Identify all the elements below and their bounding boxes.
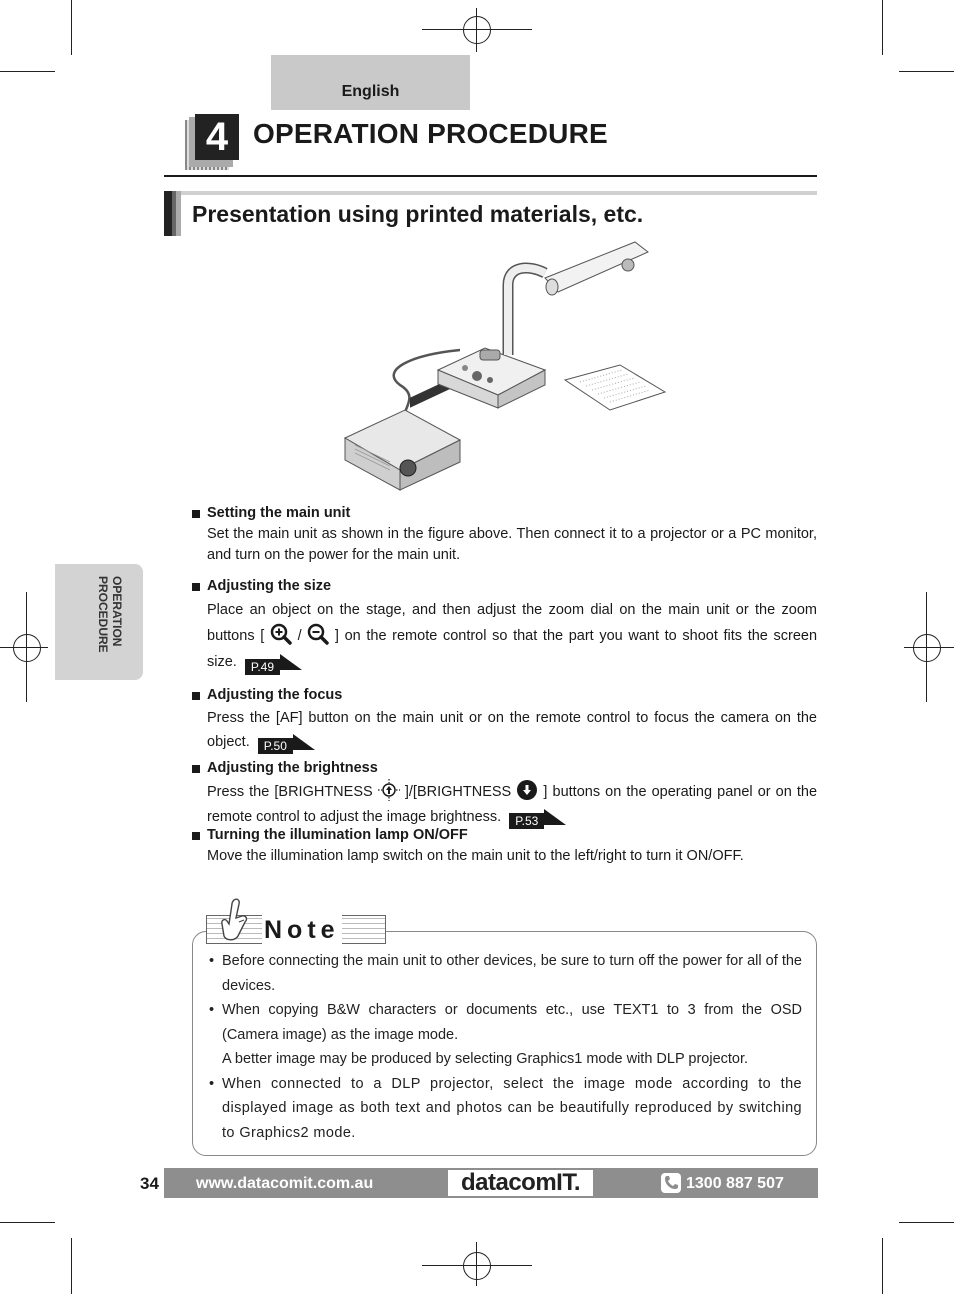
square-bullet-icon bbox=[192, 765, 200, 773]
zoom-out-icon bbox=[307, 623, 329, 645]
chapter-number-badge bbox=[185, 114, 243, 172]
phone-icon bbox=[661, 1173, 681, 1193]
list-item bbox=[192, 758, 817, 830]
item-heading: Setting the main unit bbox=[207, 505, 351, 521]
list-item bbox=[192, 576, 817, 675]
brightness-up-icon bbox=[378, 779, 400, 801]
square-bullet-icon bbox=[192, 583, 200, 591]
item-body: Set the main unit as shown in the figure above. Then connect it to a projector or a PC monitor, and turn on the power for the main unit. bbox=[207, 526, 817, 563]
zoom-in-icon bbox=[270, 623, 292, 645]
item-body: Place an object on the stage, and then adjust the zoom dial on the main unit or the zoom buttons [ / ] on the remote control so that the part you want to shoot fits the screen size. P.49 bbox=[207, 602, 818, 675]
page-reference-p53[interactable]: P.53 bbox=[509, 809, 566, 825]
side-tab-label: OPERATION PROCEDURE bbox=[96, 576, 124, 653]
section-title: Presentation using printed materials, etc. bbox=[192, 201, 644, 227]
note-item: • Before connecting the main unit to other devices, be sure to turn off the power for all of the devices. bbox=[209, 953, 802, 994]
item-heading: Adjusting the focus bbox=[207, 687, 343, 703]
list-item bbox=[192, 825, 817, 867]
item-heading: Adjusting the brightness bbox=[207, 760, 378, 776]
footer-url-link[interactable]: www.datacomit.com.au bbox=[196, 1175, 374, 1192]
note-title: Note bbox=[264, 916, 340, 944]
note-item: • When connected to a DLP projector, select the image mode according to the displayed image as both text and photos can be beautifully reproduced by switching to Graphics2 mode. bbox=[209, 1075, 802, 1141]
note-item-continuation: A better image may be produced by selecting Graphics1 mode with DLP projector. bbox=[222, 1051, 749, 1067]
item-heading: Turning the illumination lamp ON/OFF bbox=[207, 827, 468, 843]
section-line bbox=[181, 191, 817, 195]
datacomit-logo: datacomIT. bbox=[448, 1170, 593, 1196]
item-body: Press the [BRIGHTNESS ]/[BRIGHTNESS ] buttons on the operating panel or on the remote control to adjust the image brightness. P.53 bbox=[207, 779, 817, 830]
section-bar bbox=[164, 191, 181, 236]
note-item: • When copying B&W characters or documents etc., use TEXT1 to 3 from the OSD (Camera image) as the image mode. bbox=[209, 1002, 802, 1043]
footer-phone-number: 1300 887 507 bbox=[686, 1175, 784, 1192]
chapter-rule bbox=[164, 175, 817, 177]
item-body: Press the [AF] button on the main unit or on the remote control to focus the camera on the object. P.50 bbox=[207, 710, 817, 754]
square-bullet-icon bbox=[192, 832, 200, 840]
brightness-down-icon bbox=[516, 779, 538, 801]
page-reference-p49[interactable]: P.49 bbox=[245, 654, 302, 670]
language-tab bbox=[271, 55, 470, 110]
language-label: English bbox=[341, 83, 400, 100]
chapter-number: 4 bbox=[195, 114, 239, 160]
page-reference-p50[interactable]: P.50 bbox=[258, 734, 315, 750]
pointing-hand-icon bbox=[218, 896, 252, 944]
square-bullet-icon bbox=[192, 510, 200, 518]
document-camera-illustration bbox=[330, 240, 680, 495]
item-heading: Adjusting the size bbox=[207, 578, 332, 594]
chapter-title: OPERATION PROCEDURE bbox=[253, 118, 608, 149]
item-body: Move the illumination lamp switch on the main unit to the left/right to turn it ON/OFF. bbox=[207, 848, 744, 864]
list-item bbox=[192, 685, 817, 754]
note-list bbox=[209, 949, 802, 1145]
page-number: 34 bbox=[140, 1174, 159, 1193]
list-item bbox=[192, 503, 817, 566]
square-bullet-icon bbox=[192, 692, 200, 700]
